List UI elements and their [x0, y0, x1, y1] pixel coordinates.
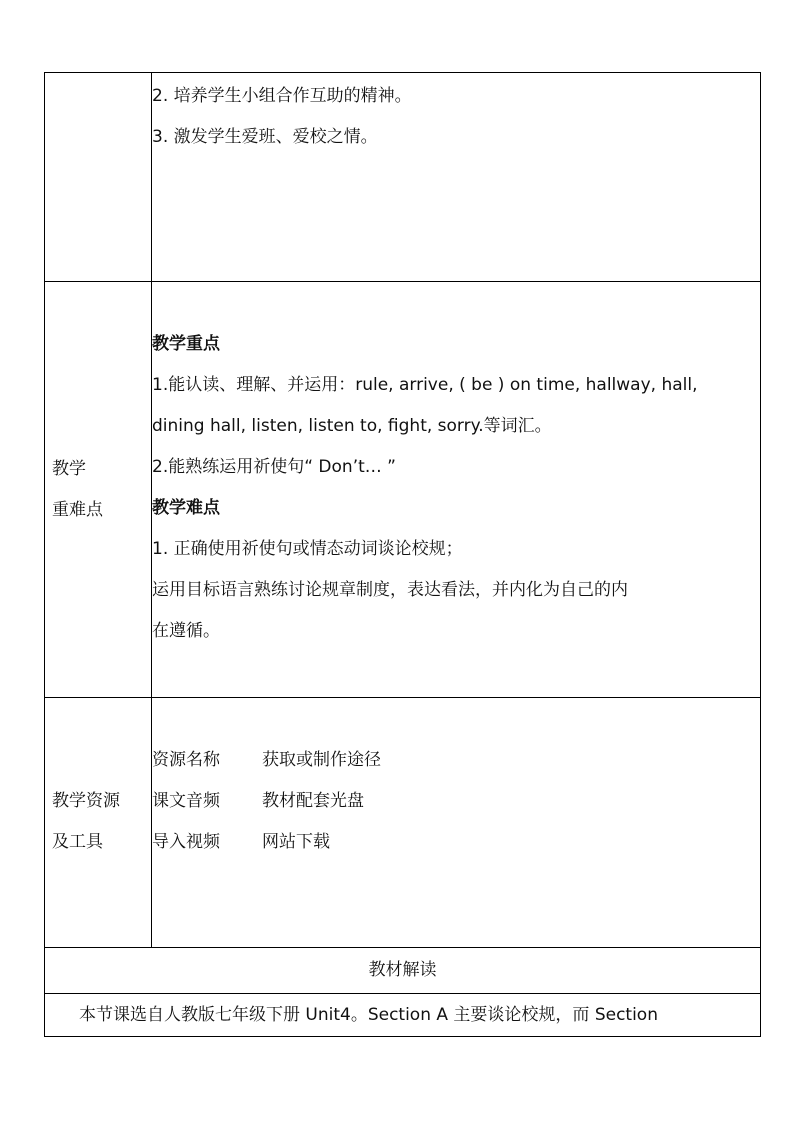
- resources-label-1: 教学资源: [52, 791, 120, 811]
- analysis-paragraph: 本节课选自人教版七年级下册 Unit4。Section A 主要谈论校规，而 Section: [79, 1005, 658, 1025]
- goals-row: [45, 73, 761, 282]
- key-points-row: [45, 282, 761, 698]
- difficulty-item-2-line-1: 运用目标语言熟练讨论规章制度，表达看法，并内化为自己的内: [152, 580, 628, 600]
- key-points-label-2: 重难点: [52, 500, 103, 520]
- goals-content-cell: [152, 73, 761, 282]
- goals-label-cell: [45, 73, 152, 282]
- key-points-label-cell: [45, 282, 152, 698]
- key-points-content-cell: [152, 282, 761, 698]
- focus-item-1-line-1: 1.能认读、理解、并运用：rule, arrive, ( be ) on time, hallway, hall,: [152, 375, 698, 395]
- lesson-plan-table: [44, 72, 761, 1037]
- resources-header-row: [152, 740, 760, 781]
- key-points-label-1: 教学: [52, 459, 86, 479]
- resource-source-header: 获取或制作途径: [262, 750, 381, 770]
- focus-item-1-line-2: dining hall, listen, listen to, fight, sorry.等词汇。: [152, 416, 552, 436]
- difficulty-item-1: 1. 正确使用祈使句或情态动词谈论校规；: [152, 539, 463, 559]
- resource-row: [152, 781, 760, 822]
- resource-name-header: 资源名称: [152, 750, 220, 770]
- resources-label-cell: [45, 698, 152, 948]
- difficulty-item-2-line-2: 在遵循。: [152, 621, 220, 641]
- analysis-title-row: [45, 948, 761, 994]
- focus-heading: 教学重点: [152, 334, 220, 354]
- resource-source: 网站下载: [262, 832, 330, 852]
- resources-content-cell: [152, 698, 761, 948]
- goal-item-3: 3. 激发学生爱班、爱校之情。: [152, 127, 378, 147]
- resources-row: [45, 698, 761, 948]
- resources-label-2: 及工具: [52, 832, 103, 852]
- difficulty-heading: 教学难点: [152, 498, 220, 518]
- analysis-paragraph-cell: [45, 994, 761, 1037]
- resource-row: [152, 822, 760, 863]
- focus-item-2: 2.能熟练运用祈使句“ Don’t… ”: [152, 457, 396, 477]
- analysis-paragraph-row: [45, 994, 761, 1037]
- resource-name: 导入视频: [152, 832, 220, 852]
- goal-item-2: 2. 培养学生小组合作互助的精神。: [152, 86, 412, 106]
- resource-name: 课文音频: [152, 791, 220, 811]
- resource-source: 教材配套光盘: [262, 791, 364, 811]
- analysis-title: 教材解读: [45, 948, 761, 994]
